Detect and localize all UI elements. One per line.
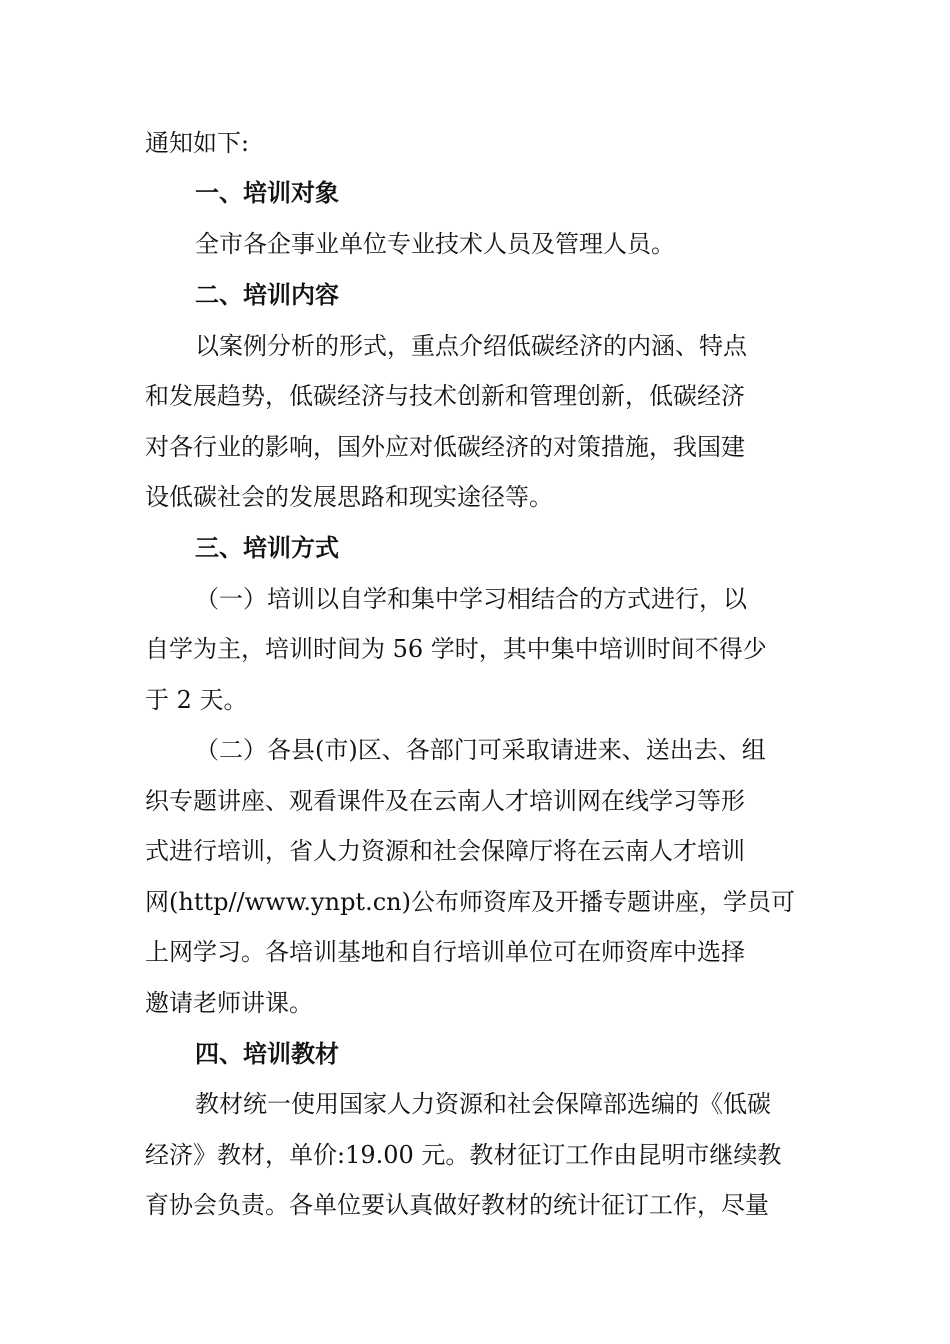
paragraph-line: 育协会负责。各单位要认真做好教材的统计征订工作，尽量 <box>145 1191 769 1219</box>
section-heading-4: 四、培训教材 <box>195 1040 339 1068</box>
paragraph-line: 自学为主，培训时间为 56 学时，其中集中培训时间不得少 <box>145 635 767 663</box>
paragraph-line: 设低碳社会的发展思路和现实途径等。 <box>145 483 553 511</box>
paragraph-line: 邀请老师讲课。 <box>145 989 313 1017</box>
paragraph-line: 教材统一使用国家人力资源和社会保障部选编的《低碳 <box>195 1090 771 1118</box>
paragraph-line: 和发展趋势，低碳经济与技术创新和管理创新，低碳经济 <box>145 382 745 410</box>
paragraph-line: 织专题讲座、观看课件及在云南人才培训网在线学习等形 <box>145 787 745 815</box>
section-heading-3: 三、培训方式 <box>195 534 339 562</box>
paragraph-line: 式进行培训，省人力资源和社会保障厅将在云南人才培训 <box>145 837 745 865</box>
paragraph-line: 以案例分析的形式，重点介绍低碳经济的内涵、特点 <box>195 332 747 360</box>
paragraph-line: 上网学习。各培训基地和自行培训单位可在师资库中选择 <box>145 938 745 966</box>
paragraph-line: 于 2 天。 <box>145 686 248 714</box>
paragraph-line: 网(http//www.ynpt.cn)公布师资库及开播专题讲座，学员可 <box>145 888 795 916</box>
paragraph-line: 对各行业的影响，国外应对低碳经济的对策措施，我国建 <box>145 433 745 461</box>
section-heading-2: 二、培训内容 <box>195 281 339 309</box>
paragraph-line: 全市各企事业单位专业技术人员及管理人员。 <box>195 230 675 258</box>
paragraph-line: 经济》教材，单价:19.00 元。教材征订工作由昆明市继续教 <box>145 1141 782 1169</box>
intro-text: 通知如下: <box>145 129 250 157</box>
paragraph-line: （一）培训以自学和集中学习相结合的方式进行，以 <box>195 585 747 613</box>
section-heading-1: 一、培训对象 <box>195 179 339 207</box>
paragraph-line: （二）各县(市)区、各部门可采取请进来、送出去、组 <box>195 736 766 764</box>
